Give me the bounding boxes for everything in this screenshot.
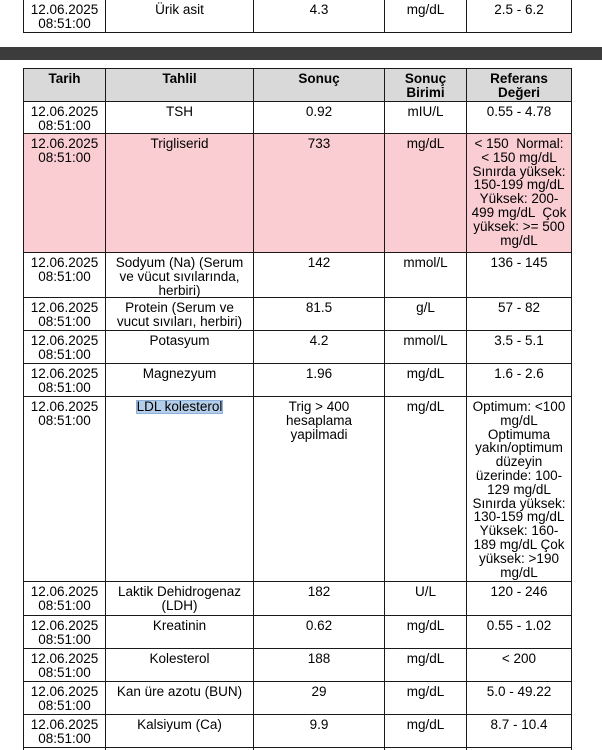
result-value: 188	[307, 651, 331, 666]
test-name-cell	[106, 397, 254, 582]
test-name-cell	[106, 298, 254, 331]
previous-page-table	[23, 0, 572, 33]
date-cell	[24, 0, 106, 33]
result-cell	[254, 649, 385, 682]
unit-cell	[385, 134, 467, 253]
unit-cell	[385, 682, 467, 715]
unit-cell	[385, 298, 467, 331]
date-text: 12.06.2025	[30, 333, 99, 348]
header-test-label: Tahlil	[162, 71, 197, 86]
result-cell	[254, 364, 385, 397]
reference-cell	[467, 102, 572, 134]
test-name: Potasyum	[149, 333, 210, 348]
date-text: 12.06.2025	[30, 104, 99, 119]
test-name: Magnezyum	[142, 366, 217, 381]
time-text: 08:51:00	[38, 117, 91, 133]
unit-value: mg/dL	[406, 618, 445, 633]
table-row	[24, 298, 572, 331]
test-name-cell	[106, 0, 254, 33]
date-cell	[24, 102, 106, 134]
date-cell	[24, 298, 106, 331]
date-cell	[24, 331, 106, 364]
test-name: Sodyum (Na) (Serum ve vücut sıvılarında, herbiri)	[115, 255, 244, 298]
result-cell	[254, 715, 385, 748]
lab-results-table	[23, 68, 572, 750]
result-value: 0.92	[305, 104, 333, 119]
header-date	[24, 69, 106, 102]
table-row	[24, 253, 572, 298]
date-cell	[24, 134, 106, 253]
reference-cell	[467, 682, 572, 715]
unit-value: mmol/L	[403, 255, 448, 270]
table-row	[24, 397, 572, 582]
unit-cell	[385, 582, 467, 616]
test-name-cell	[106, 364, 254, 397]
result-cell	[254, 0, 385, 33]
test-name: Kan üre azotu (BUN)	[116, 684, 243, 699]
previous-page-last-row	[24, 0, 572, 33]
test-name: Ürik asit	[155, 2, 204, 17]
reference-cell	[467, 649, 572, 682]
table-row	[24, 364, 572, 397]
header-result-label: Sonuç	[298, 71, 340, 86]
result-cell	[254, 298, 385, 331]
result-value: 29	[311, 684, 327, 699]
table-header-row	[24, 69, 572, 102]
date-cell	[24, 582, 106, 616]
table-row-flagged	[24, 134, 572, 253]
test-name-cell	[106, 253, 254, 298]
date-text: 12.06.2025	[30, 717, 99, 732]
date-text: 12.06.2025	[30, 136, 99, 151]
reference-cell	[467, 331, 572, 364]
date-cell	[24, 616, 106, 649]
time-text: 08:51:00	[38, 379, 91, 395]
time-text: 08:51:00	[38, 15, 91, 31]
result-value: Trig > 400 hesaplama yapilmadi	[285, 399, 353, 442]
unit-cell	[385, 253, 467, 298]
test-name: Trigliserid	[150, 136, 209, 151]
date-cell	[24, 715, 106, 748]
unit-cell	[385, 0, 467, 33]
result-cell	[254, 397, 385, 582]
test-name: Laktik Dehidrogenaz (LDH)	[117, 584, 242, 613]
test-name-cell	[106, 134, 254, 253]
table-row	[24, 102, 572, 134]
page-separator	[0, 47, 602, 60]
date-cell	[24, 253, 106, 298]
reference-cell	[467, 616, 572, 649]
date-text: 12.06.2025	[30, 684, 99, 699]
unit-cell	[385, 616, 467, 649]
date-text: 12.06.2025	[30, 584, 99, 599]
date-text: 12.06.2025	[30, 2, 99, 17]
header-unit	[385, 69, 467, 102]
date-cell	[24, 364, 106, 397]
selected-test-name: LDL kolesterol	[136, 399, 223, 414]
unit-value: mg/dL	[406, 399, 445, 414]
table-row	[24, 649, 572, 682]
header-reference-label: Referans Değeri	[490, 71, 548, 100]
test-name: Kolesterol	[149, 651, 210, 666]
test-name-cell	[106, 582, 254, 616]
table-row	[24, 582, 572, 616]
reference-value: 0.55 - 1.02	[486, 618, 552, 633]
test-name-cell	[106, 649, 254, 682]
table-row	[24, 715, 572, 748]
reference-cell	[467, 715, 572, 748]
unit-value: mIU/L	[407, 104, 444, 119]
result-value: 733	[307, 136, 331, 151]
unit-cell	[385, 364, 467, 397]
unit-value: mmol/L	[403, 333, 448, 348]
result-value: 4.2	[309, 333, 329, 348]
reference-value: 5.0 - 49.22	[486, 684, 552, 699]
time-text: 08:51:00	[38, 631, 91, 647]
header-result	[254, 69, 385, 102]
test-name-cell	[106, 616, 254, 649]
result-value: 4.3	[309, 2, 329, 17]
test-name: Kalsiyum (Ca)	[137, 717, 222, 732]
result-value: 9.9	[309, 717, 329, 732]
table-row	[24, 331, 572, 364]
result-value: 182	[307, 584, 331, 599]
date-text: 12.06.2025	[30, 366, 99, 381]
date-text: 12.06.2025	[30, 651, 99, 666]
test-name-cell	[106, 102, 254, 134]
unit-value: g/L	[416, 300, 435, 315]
time-text: 08:51:00	[38, 313, 91, 329]
result-value: 142	[307, 255, 331, 270]
reference-value: 57 - 82	[497, 300, 541, 315]
date-text: 12.06.2025	[30, 300, 99, 315]
test-name-cell	[106, 331, 254, 364]
reference-value: < 200	[501, 651, 537, 666]
result-cell	[254, 134, 385, 253]
date-text: 12.06.2025	[30, 399, 99, 414]
table-row	[24, 682, 572, 715]
time-text: 08:51:00	[38, 346, 91, 362]
unit-value: mg/dL	[406, 684, 445, 699]
time-text: 08:51:00	[38, 730, 91, 746]
test-name: Kreatinin	[152, 618, 207, 633]
unit-value: mg/dL	[406, 366, 445, 381]
time-text: 08:51:00	[38, 697, 91, 713]
reference-cell	[467, 253, 572, 298]
time-text: 08:51:00	[38, 149, 91, 165]
header-reference	[467, 69, 572, 102]
test-name-cell	[106, 682, 254, 715]
reference-value: 3.5 - 5.1	[494, 333, 544, 348]
reference-cell	[467, 0, 572, 33]
time-text: 08:51:00	[38, 412, 91, 428]
header-date-label: Tarih	[48, 71, 81, 86]
date-cell	[24, 397, 106, 582]
table-row	[24, 616, 572, 649]
result-value: 81.5	[305, 300, 333, 315]
reference-value: 120 - 246	[490, 584, 548, 599]
reference-value: < 150 Normal: < 150 mg/dL Sınırda yüksek: 150-199 mg/dL Yüksek: 200- 499 mg/dL Çok yüksek: >= 500 mg/dL	[471, 136, 567, 248]
unit-cell	[385, 331, 467, 364]
test-name: Protein (Serum ve vucut sıvıları, herbiri)	[116, 300, 243, 329]
unit-cell	[385, 397, 467, 582]
header-test	[106, 69, 254, 102]
test-name: TSH	[166, 104, 193, 119]
reference-value: Optimum: <100 mg/dL Optimuma yakın/optimum düzeyin üzerinde: 100- 129 mg/dL Sınırda yüksek: 130-159 mg/dL Yüksek: 160- 189 mg/dL Çok yüksek: >190 mg/dL	[472, 399, 566, 580]
test-name-cell	[106, 715, 254, 748]
reference-cell	[467, 582, 572, 616]
unit-value: mg/dL	[406, 717, 445, 732]
result-cell	[254, 582, 385, 616]
unit-value: mg/dL	[406, 2, 445, 17]
reference-value: 136 - 145	[490, 255, 548, 270]
reference-cell	[467, 364, 572, 397]
time-text: 08:51:00	[38, 268, 91, 284]
time-text: 08:51:00	[38, 664, 91, 680]
time-text: 08:51:00	[38, 597, 91, 613]
result-cell	[254, 616, 385, 649]
date-cell	[24, 649, 106, 682]
date-text: 12.06.2025	[30, 255, 99, 270]
reference-cell	[467, 134, 572, 253]
unit-cell	[385, 715, 467, 748]
result-cell	[254, 682, 385, 715]
reference-value: 8.7 - 10.4	[490, 717, 548, 732]
unit-value: mg/dL	[406, 651, 445, 666]
unit-cell	[385, 102, 467, 134]
unit-value: U/L	[414, 584, 436, 599]
date-text: 12.06.2025	[30, 618, 99, 633]
header-unit-label: Sonuç Birimi	[404, 71, 447, 100]
result-cell	[254, 331, 385, 364]
result-value: 0.62	[305, 618, 333, 633]
result-cell	[254, 253, 385, 298]
unit-value: mg/dL	[406, 136, 445, 151]
reference-value: 1.6 - 2.6	[494, 366, 544, 381]
reference-value: 0.55 - 4.78	[486, 104, 552, 119]
reference-cell	[467, 298, 572, 331]
reference-value: 2.5 - 6.2	[494, 2, 544, 17]
result-value: 1.96	[305, 366, 333, 381]
unit-cell	[385, 649, 467, 682]
result-cell	[254, 102, 385, 134]
reference-cell	[467, 397, 572, 582]
date-cell	[24, 682, 106, 715]
